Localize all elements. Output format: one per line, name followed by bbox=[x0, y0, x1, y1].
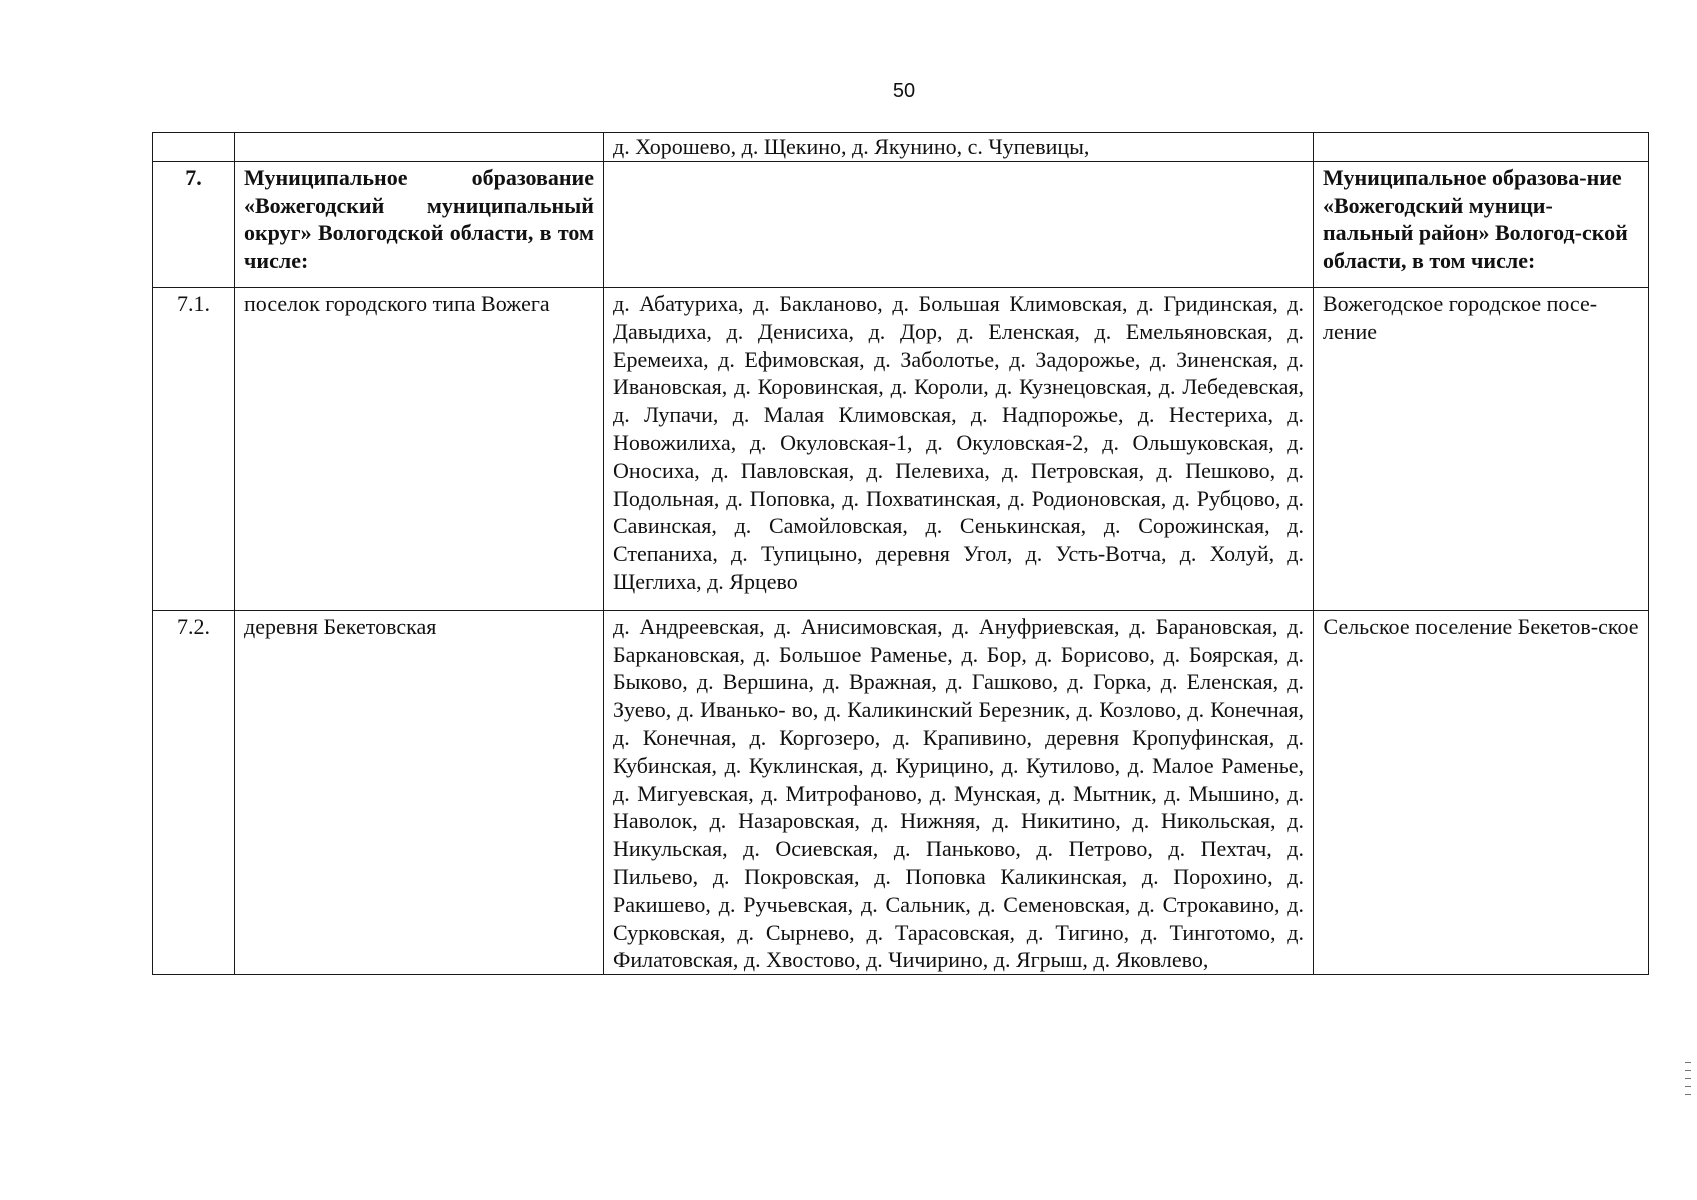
row-number-cell bbox=[153, 133, 235, 162]
table-row bbox=[153, 287, 1649, 610]
row-number-cell: 7.2. bbox=[153, 610, 235, 974]
row-name-cell bbox=[235, 133, 604, 162]
row-settlements-cell: д. Хорошево, д. Щекино, д. Якунино, с. Чупевицы, bbox=[604, 133, 1314, 162]
scan-edge-mark bbox=[1685, 1086, 1691, 1087]
row-number-cell: 7.1. bbox=[153, 287, 235, 610]
table-row bbox=[153, 161, 1649, 287]
row-name-cell: деревня Бекетовская bbox=[235, 610, 604, 974]
scan-edge-mark bbox=[1685, 1070, 1691, 1071]
row-settlements-cell bbox=[604, 161, 1314, 287]
scan-edge-mark bbox=[1685, 1062, 1691, 1063]
table-row bbox=[153, 610, 1649, 974]
row-number-cell: 7. bbox=[153, 161, 235, 287]
scan-edge-mark bbox=[1685, 1094, 1691, 1095]
row-name-cell: поселок городского типа Вожега bbox=[235, 287, 604, 610]
row-previous-cell: Вожегодское городское посе-ление bbox=[1314, 287, 1649, 610]
row-settlements-cell: д. Абатуриха, д. Бакланово, д. Большая Климовская, д. Гридинская, д. Давыдиха, д. Денисиха, д. Дор, д. Еленская, д. Емельяновская, д. Еремеиха, д. Ефимовская, д. Заболотье, д. Задорожье, д. Зиненская, д. Ивановская, д. Коровинская, д. Короли, д. Кузнецовская, д. Лебедевская, д. Лупачи, д. Малая Климовская, д. Надпорожье, д. Нестериха, д. Новожилиха, д. Окуловская-1, д. Окуловская-2, д. Ольшуковская, д. Оносиха, д. Павловская, д. Пелевиха, д. Петровская, д. Пешково, д. Подольная, д. Поповка, д. Похватинская, д. Родионовская, д. Рубцово, д. Савинская, д. Самойловская, д. Сенькинская, д. Сорожинская, д. Степаниха, д. Тупицыно, деревня Угол, д. Усть-Вотча, д. Холуй, д. Щеглиха, д. Ярцево bbox=[604, 287, 1314, 610]
row-name-cell: Муниципальное образование «Вожегодский муниципальный округ» Вологодской области, в том числе: bbox=[235, 161, 604, 287]
settlements-table bbox=[152, 132, 1649, 975]
row-previous-cell bbox=[1314, 133, 1649, 162]
scan-edge-mark bbox=[1685, 1078, 1691, 1079]
row-previous-cell: Муниципальное образова-ние «Вожегодский муници-пальный район» Вологод-ской области, в том числе: bbox=[1314, 161, 1649, 287]
table-row-continuation bbox=[153, 133, 1649, 162]
row-previous-cell: Сельское поселение Бекетов-ское bbox=[1314, 610, 1649, 974]
row-settlements-cell: д. Андреевская, д. Анисимовская, д. Ануфриевская, д. Барановская, д. Баркановская, д. Большое Раменье, д. Бор, д. Борисово, д. Боярская, д. Быково, д. Вершина, д. Вражная, д. Гашково, д. Горка, д. Еленская, д. Зуево, д. Иванько- во, д. Каликинский Березник, д. Козлово, д. Конечная, д. Конечная, д. Коргозеро, д. Крапивино, деревня Кропуфинская, д. Кубинская, д. Куклинская, д. Курицино, д. Кутилово, д. Малое Раменье, д. Мигуевская, д. Митрофаново, д. Мунская, д. Мытник, д. Мышино, д. Наволок, д. Назаровская, д. Нижняя, д. Никитино, д. Никольская, д. Никульская, д. Осиевская, д. Паньково, д. Петрово, д. Пехтач, д. Пильево, д. Покровская, д. Поповка Каликинская, д. Порохино, д. Ракишево, д. Ручьевская, д. Сальник, д. Семеновская, д. Строкавино, д. Сурковская, д. Сырнево, д. Тарасовская, д. Тигино, д. Тинготомо, д. Филатовская, д. Хвостово, д. Чичирино, д. Ягрыш, д. Яковлево, bbox=[604, 610, 1314, 974]
page-number: 50 bbox=[892, 80, 916, 102]
